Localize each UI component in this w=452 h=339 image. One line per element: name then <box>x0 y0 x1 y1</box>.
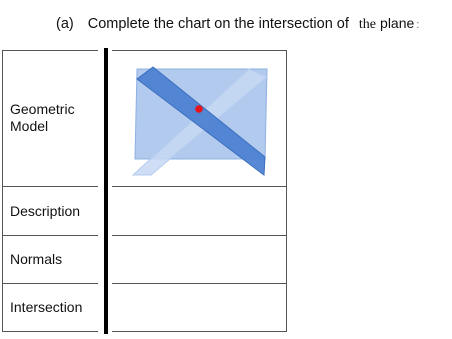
table-rule <box>112 50 287 51</box>
table-rule <box>112 331 287 332</box>
question-header <box>56 14 419 34</box>
question-part-label: (a) <box>56 16 74 32</box>
intersecting-planes-figure <box>115 55 275 180</box>
table-rule <box>2 50 98 51</box>
question-tail-text: plane <box>380 15 415 31</box>
table-rule <box>2 186 98 187</box>
question-serif-text: the <box>358 17 376 32</box>
question-colon: : <box>416 19 420 31</box>
intersection-point <box>195 105 203 113</box>
table-left-border <box>2 50 3 332</box>
answer-cell-intersection[interactable] <box>112 284 286 330</box>
table-column-divider <box>104 48 108 334</box>
row-label-geometric-model: Geometric Model <box>10 101 75 134</box>
row-label-description: Description <box>10 203 81 219</box>
table-rule <box>2 331 98 332</box>
table-rule <box>2 235 98 236</box>
answer-cell-normals[interactable] <box>112 236 286 282</box>
question-text: Complete the chart on the intersection of <box>87 16 349 32</box>
table-right-border <box>286 50 287 332</box>
row-label-intersection: Intersection <box>10 299 83 315</box>
table-rule <box>2 283 98 284</box>
row-label-normals: Normals <box>10 251 63 267</box>
answer-cell-description[interactable] <box>112 187 286 234</box>
